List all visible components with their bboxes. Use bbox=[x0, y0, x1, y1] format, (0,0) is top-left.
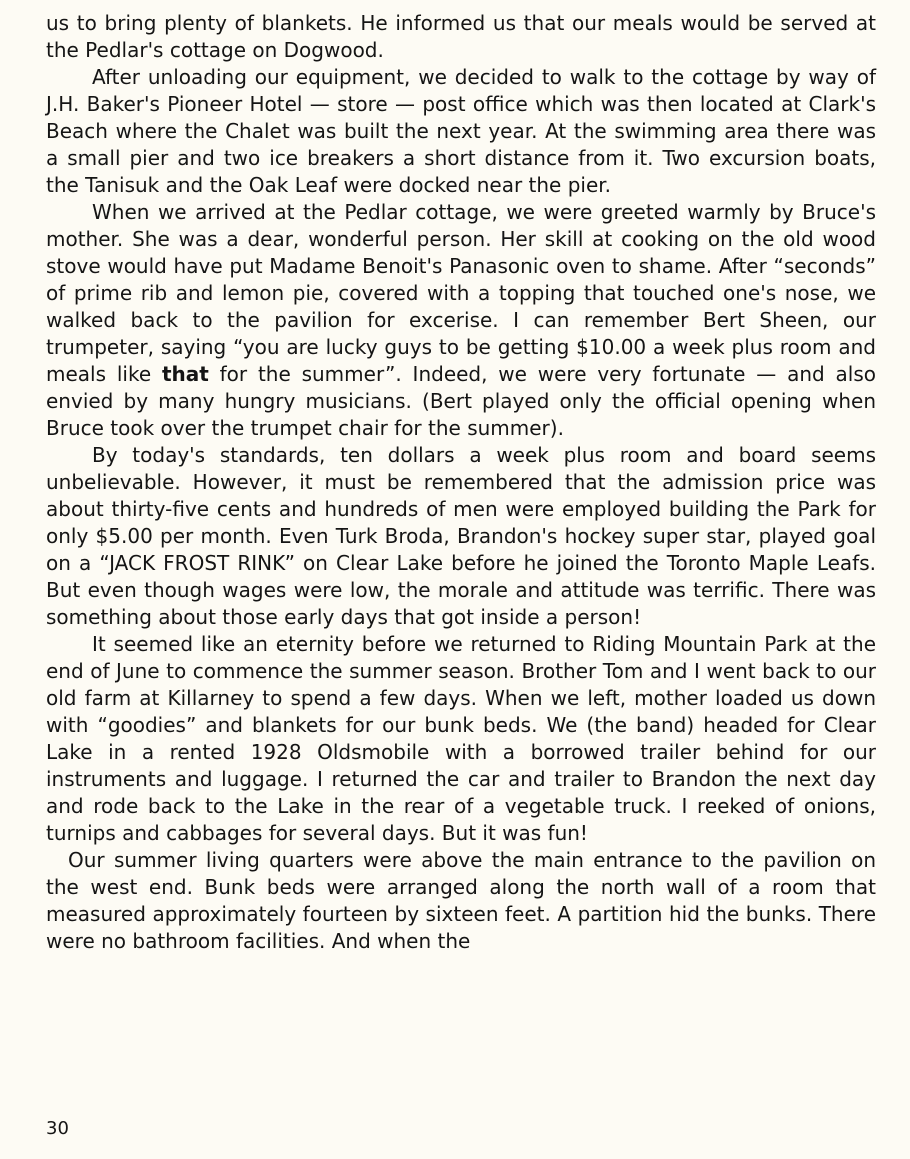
paragraph-3-text-after: for the summer”. Indeed, we were very fortunate — and also envied by many hungry musicians. (Bert played only the official opening when Bruce took over the trumpet chair for the summer). bbox=[46, 362, 876, 440]
emphasized-word: that bbox=[161, 362, 209, 386]
paragraph-2: After unloading our equipment, we decided to walk to the cottage by way of J.H. Baker's Pioneer Hotel — store — post office which was then located at Clark's Beach where the Chalet was built the next year. At the swimming area there was a small pier and two ice breakers a short distance from it. Two excursion boats, the Tanisuk and the Oak Leaf were docked near the pier. bbox=[46, 65, 876, 197]
page-number: 30 bbox=[46, 1118, 69, 1139]
paragraph-4: By today's standards, ten dollars a week plus room and board seems unbelievable. However, it must be remembered that the admission price was about thirty-five cents and hundreds of men were employed building the Park for only $5.00 per month. Even Turk Broda, Brandon's hockey super star, played goal on a “JACK FROST RINK” on Clear Lake before he joined the Toronto Maple Leafs. But even though wages were low, the morale and attitude was terrific. There was something about those early days that got inside a person! bbox=[46, 443, 876, 629]
paragraph-6: Our summer living quarters were above the main entrance to the pavilion on the west end. Bunk beds were arranged along the north wall of a room that measured approximately fourteen by sixteen feet. A partition hid the bunks. There were no bathroom facilities. And when the bbox=[46, 848, 876, 953]
document-page bbox=[46, 10, 876, 955]
paragraph-3 bbox=[46, 199, 876, 442]
paragraph-5: It seemed like an eternity before we returned to Riding Mountain Park at the end of June to commence the summer season. Brother Tom and I went back to our old farm at Killarney to spend a few days. When we left, mother loaded us down with “goodies” and blankets for our bunk beds. We (the band) headed for Clear Lake in a rented 1928 Oldsmobile with a borrowed trailer behind for our instruments and luggage. I returned the car and trailer to Brandon the next day and rode back to the Lake in the rear of a vegetable truck. I reeked of onions, turnips and cabbages for several days. But it was fun! bbox=[46, 632, 876, 845]
paragraph-1: us to bring plenty of blankets. He informed us that our meals would be served at the Pedlar's cottage on Dogwood. bbox=[46, 11, 876, 62]
paragraph-3-text-before: When we arrived at the Pedlar cottage, we were greeted warmly by Bruce's mother. She was a dear, wonderful person. Her skill at cooking on the old wood stove would have put Madame Benoit's Panasonic oven to shame. After “seconds” of prime rib and lemon pie, covered with a topping that touched one's nose, we walked back to the pavilion for excerise. I can remember Bert Sheen, our trumpeter, saying “you are lucky guys to be getting $10.00 a week plus room and meals like bbox=[46, 200, 876, 386]
